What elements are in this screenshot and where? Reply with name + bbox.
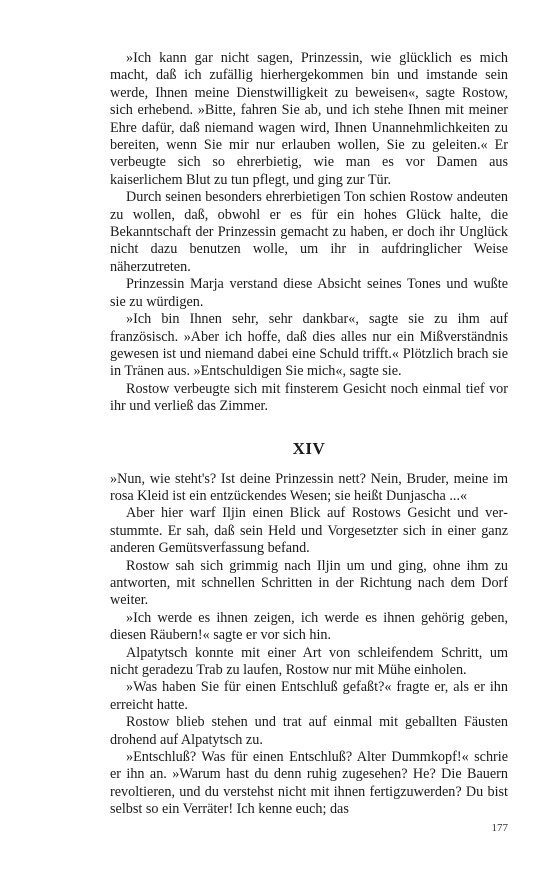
paragraph: »Ich kann gar nicht sagen, Prinzessin, wie glücklich es mich macht, daß ich zufällig hierhergekommen bin und imstande sein werde, Ihnen meine Dienstwilligkeit zu beweisen«, sagte Rostow, sich erhebend. »Bitte, fahren Sie ab, und ich stehe Ihnen mit meiner Ehre dafür, daß niemand wagen wird, Ihnen Unannehmlichkeiten zu bereiten, wenn Sie mir nur erlauben wollen, Sie zu geleiten.« Er verbeugte sich so ehrerbietig, wie man es vor Damen aus kaiserlichem Blut zu tun pflegt, und ging zur Tür. — [110, 50, 508, 188]
paragraph: Rostow blieb stehen und trat auf einmal mit geballten Fäusten drohend auf Alpatytsch zu. — [110, 714, 508, 748]
paragraph: »Nun, wie steht's? Ist deine Prinzessin nett? Nein, Bruder, meine im rosa Kleid ist ein entzückendes Wesen; sie heißt Dunjascha ...« — [110, 470, 508, 504]
paragraph: »Ich werde es ihnen zeigen, ich werde es ihnen gehörig geben, diesen Räubern!« sagte er vor sich hin. — [110, 609, 508, 644]
paragraph: »Ich bin Ihnen sehr, sehr dankbar«, sagte sie zu ihm auf französisch. »Aber ich hoffe, daß dies alles nur ein Mißverständnis gewesen ist und niemand dabei eine Schuld trifft.« Plötzlich brach sie in Tränen aus. »Entschuldigen Sie mich«, sagte sie. — [110, 311, 508, 380]
book-page — [110, 50, 508, 819]
paragraph: »Was haben Sie für einen Entschluß gefaßt?« fragte er, als er ihn erreicht hatte. — [110, 679, 508, 713]
chapter-heading: XIV — [292, 438, 326, 458]
paragraph: Aber hier warf Iljin einen Blick auf Rostows Gesicht und verstummte. Er sah, daß sein Held und Vorgesetzter sich in einer ganz anderen Gemütsverfassung befand. — [110, 505, 508, 557]
section-two — [110, 471, 508, 819]
page-number: 177 — [491, 822, 508, 834]
paragraph: Durch seinen besonders ehrerbietigen Ton schien Rostow andeuten zu wollen, daß, obwohl er es für ein hohes Glück halte, die Bekanntschaft der Prinzessin gemacht zu haben, er doch ihr Unglück nicht dazu benutzen wolle, um ihr in aufdringlicher Weise näherzutreten. — [110, 189, 508, 275]
paragraph: Alpatytsch konnte mit einer Art von schleifendem Schritt, um nicht geradezu Trab zu laufen, Rostow nur mit Mühe einholen. — [110, 644, 508, 678]
paragraph: Rostow verbeugte sich mit finsterem Gesicht noch einmal tief vor ihr und verließ das Zimmer. — [110, 380, 508, 415]
paragraph: »Entschluß? Was für einen Entschluß? Alter Dummkopf!« schrie er ihn an. »Warum hast du denn ruhig zugesehen? He? Die Bauern revoltieren, und du verstehst nicht mit ihnen fertigzuwerden? Du bist selbst so ein Verräter! Ich kenne euch; das — [110, 749, 508, 818]
paragraph: Prinzessin Marja verstand diese Absicht seines Tones und wußte sie zu würdigen. — [110, 276, 508, 310]
paragraph: Rostow sah sich grimmig nach Iljin um und ging, ohne ihm zu antworten, mit schnellen Schritten in der Richtung nach dem Dorf weiter. — [110, 557, 508, 609]
section-one — [110, 50, 508, 416]
